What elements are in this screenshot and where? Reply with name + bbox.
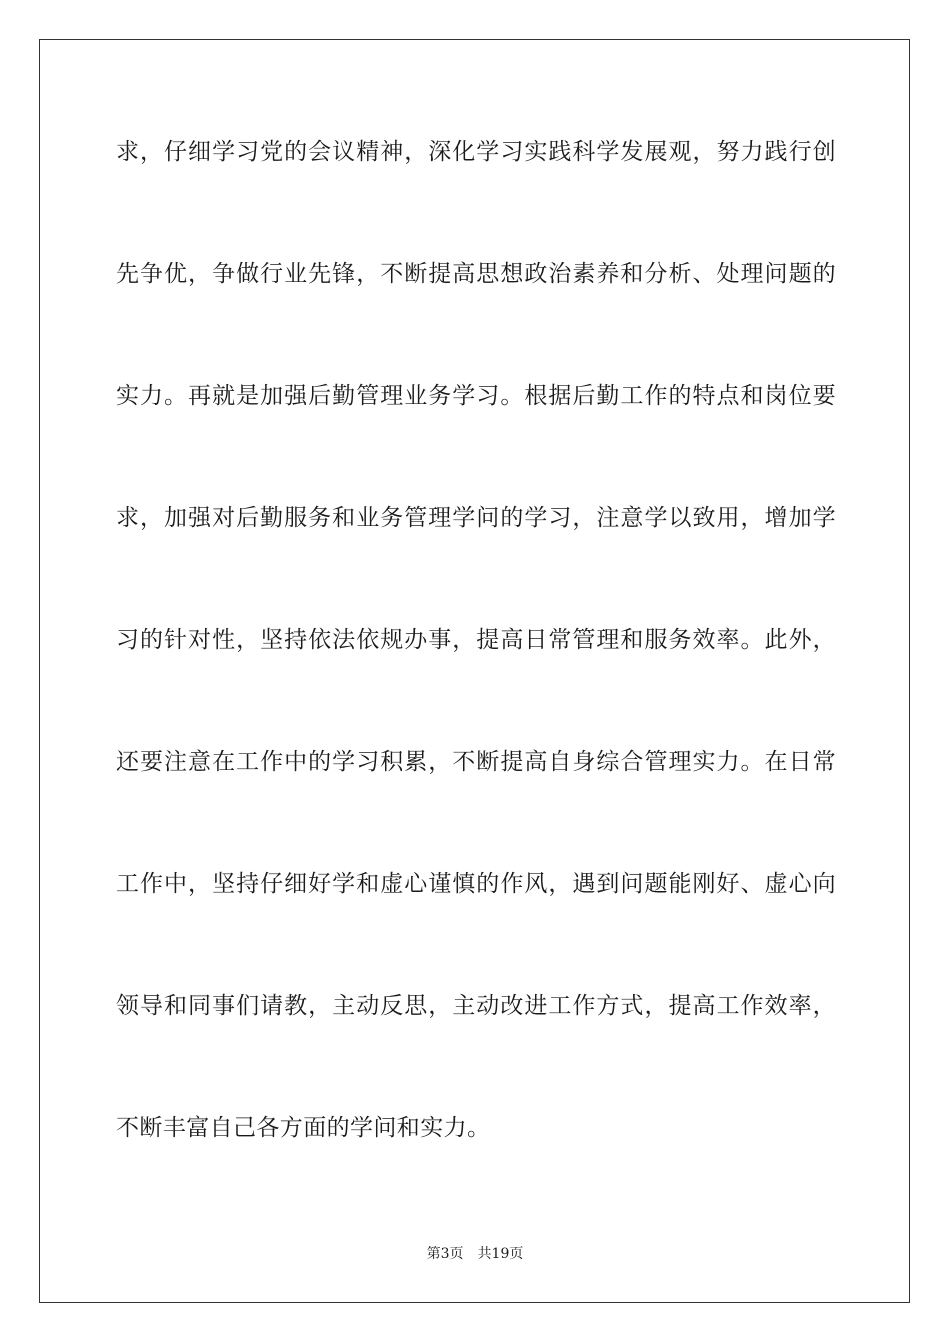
paragraph-line-8: 领导和同事们请教，主动反思，主动改进工作方式，提高工作效率， (116, 993, 836, 1019)
paragraph-line-4: 求，加强对后勤服务和业务管理学问的学习，注意学以致用，增加学 (116, 505, 836, 531)
page-number: 第3页 (426, 1246, 464, 1262)
paragraph-line-6: 还要注意在工作中的学习积累，不断提高自身综合管理实力。在日常 (116, 749, 836, 775)
paragraph-line-1: 求，仔细学习党的会议精神，深化学习实践科学发展观，努力践行创 (116, 139, 836, 165)
paragraph-line-5: 习的针对性，坚持依法依规办事，提高日常管理和服务效率。此外， (116, 627, 836, 653)
paragraph-line-9: 不断丰富自己各方面的学问和实力。 (116, 1115, 491, 1141)
paragraph-line-7: 工作中，坚持仔细好学和虚心谨慎的作风，遇到问题能刚好、虚心向 (116, 871, 836, 897)
page-total: 共19页 (477, 1246, 524, 1262)
page-footer (0, 1245, 950, 1263)
paragraph-line-3: 实力。再就是加强后勤管理业务学习。根据后勤工作的特点和岗位要 (116, 383, 836, 409)
paragraph-line-2: 先争优，争做行业先锋，不断提高思想政治素养和分析、处理问题的 (116, 261, 836, 287)
